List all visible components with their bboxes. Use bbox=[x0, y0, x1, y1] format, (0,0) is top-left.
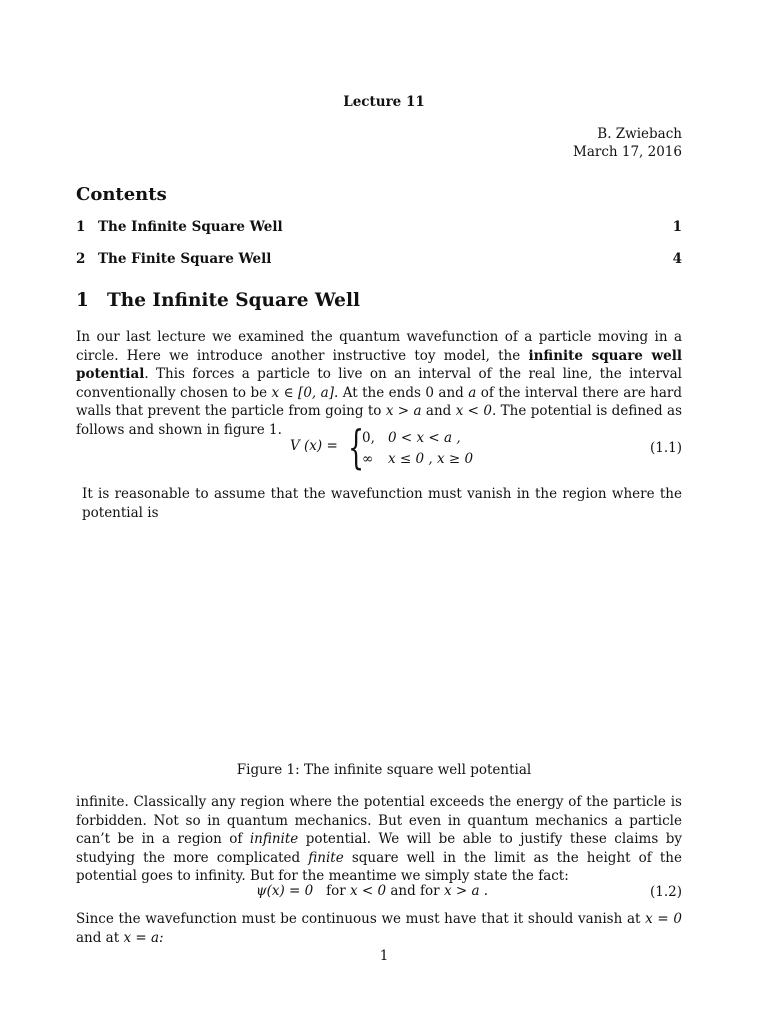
text-run: of the interval there are hard walls that prevent the particle from going to bbox=[76, 384, 682, 419]
lecture-title: Lecture 11 bbox=[343, 94, 425, 110]
math-inline: x = 0 bbox=[645, 911, 682, 927]
equation-lhs bbox=[290, 438, 338, 454]
text-run: Since the wavefunction must be continuous we must have that it should vanish at bbox=[76, 911, 646, 927]
text-run: . This forces a particle to live on an interval of the real line, the interval conventionally chosen to be bbox=[76, 366, 682, 401]
emphasis: infinite bbox=[249, 831, 299, 847]
math-inline: x > a bbox=[385, 403, 422, 419]
figure-caption: Figure 1: The infinite square well potential bbox=[236, 762, 532, 778]
math-expr: ψ(x) = 0 bbox=[256, 883, 314, 899]
section-number: 1 bbox=[76, 290, 89, 311]
equation-psi bbox=[256, 883, 488, 899]
toc-item-1[interactable] bbox=[76, 219, 682, 235]
toc-item-title: The Infinite Square Well bbox=[98, 219, 283, 235]
emphasis: finite bbox=[308, 849, 344, 866]
math-inline: x = a: bbox=[123, 929, 164, 946]
equation-number: (1.2) bbox=[649, 884, 682, 900]
case-condition: x ≤ 0 , x ≥ 0 bbox=[388, 451, 474, 467]
text-run: potential. We will be able to justify these claims by studying the more complicated bbox=[76, 831, 683, 866]
contents-heading: Contents bbox=[76, 184, 167, 205]
case-value: 0, bbox=[362, 430, 375, 446]
paragraph-continuity bbox=[76, 910, 682, 947]
toc-item-number: 2 bbox=[76, 251, 86, 267]
math-inline: a bbox=[468, 384, 477, 401]
text-run: square well in the limit as the height of the potential goes to infinity. But for the meantime we simply state the fact: bbox=[76, 849, 682, 884]
paragraph-vanish: It is reasonable to assume that the wavefunction must vanish in the region where the potential is bbox=[82, 486, 682, 521]
text-run: infinite. Classically any region where the potential exceeds the energy of the particle is forbidden. Not so in quantum mechanics. But even in quantum mechanics a particle can’t be in a region of bbox=[76, 794, 682, 847]
math-inline: x < 0 bbox=[455, 403, 492, 419]
text-run: . The potential is defined as follows and shown in figure 1. bbox=[76, 403, 682, 438]
case-condition: 0 < x < a , bbox=[388, 430, 461, 446]
math-expr: x > a . bbox=[443, 883, 489, 899]
equation-case-1 bbox=[362, 430, 461, 446]
paragraph-infinite bbox=[76, 793, 682, 886]
toc-item-number: 1 bbox=[76, 219, 86, 235]
page-number: 1 bbox=[379, 948, 389, 964]
text-run: . At the ends 0 and bbox=[333, 384, 469, 401]
brace-symbol: { bbox=[348, 420, 365, 474]
case-value: ∞ bbox=[362, 451, 374, 467]
text-run: In our last lecture we examined the quantum wavefunction of a particle moving in a circle. Here we introduce another instructive toy model, the bbox=[76, 329, 682, 364]
section-heading bbox=[76, 290, 360, 311]
equation-number: (1.1) bbox=[649, 440, 682, 456]
math-inline: x ∈ [0, a] bbox=[271, 384, 334, 401]
text-run: for bbox=[326, 883, 346, 899]
text-run: and for bbox=[390, 883, 440, 899]
section-title: The Infinite Square Well bbox=[107, 290, 361, 311]
equation-case-2 bbox=[362, 451, 474, 467]
toc-item-page: 1 bbox=[672, 219, 682, 235]
toc-item-page: 4 bbox=[672, 251, 682, 267]
bold-term: infinite square well potential bbox=[76, 347, 682, 382]
toc-item-title: The Finite Square Well bbox=[98, 251, 272, 267]
paragraph-intro bbox=[76, 328, 682, 439]
toc-item-2[interactable] bbox=[76, 251, 682, 267]
math-expr: V (x) = bbox=[290, 438, 338, 454]
text-run: and bbox=[421, 403, 456, 419]
text-run: and at bbox=[76, 929, 124, 946]
date: March 17, 2016 bbox=[573, 144, 682, 160]
math-expr: x < 0 bbox=[349, 883, 387, 899]
figure-area bbox=[76, 510, 682, 750]
author: B. Zwiebach bbox=[597, 126, 682, 142]
